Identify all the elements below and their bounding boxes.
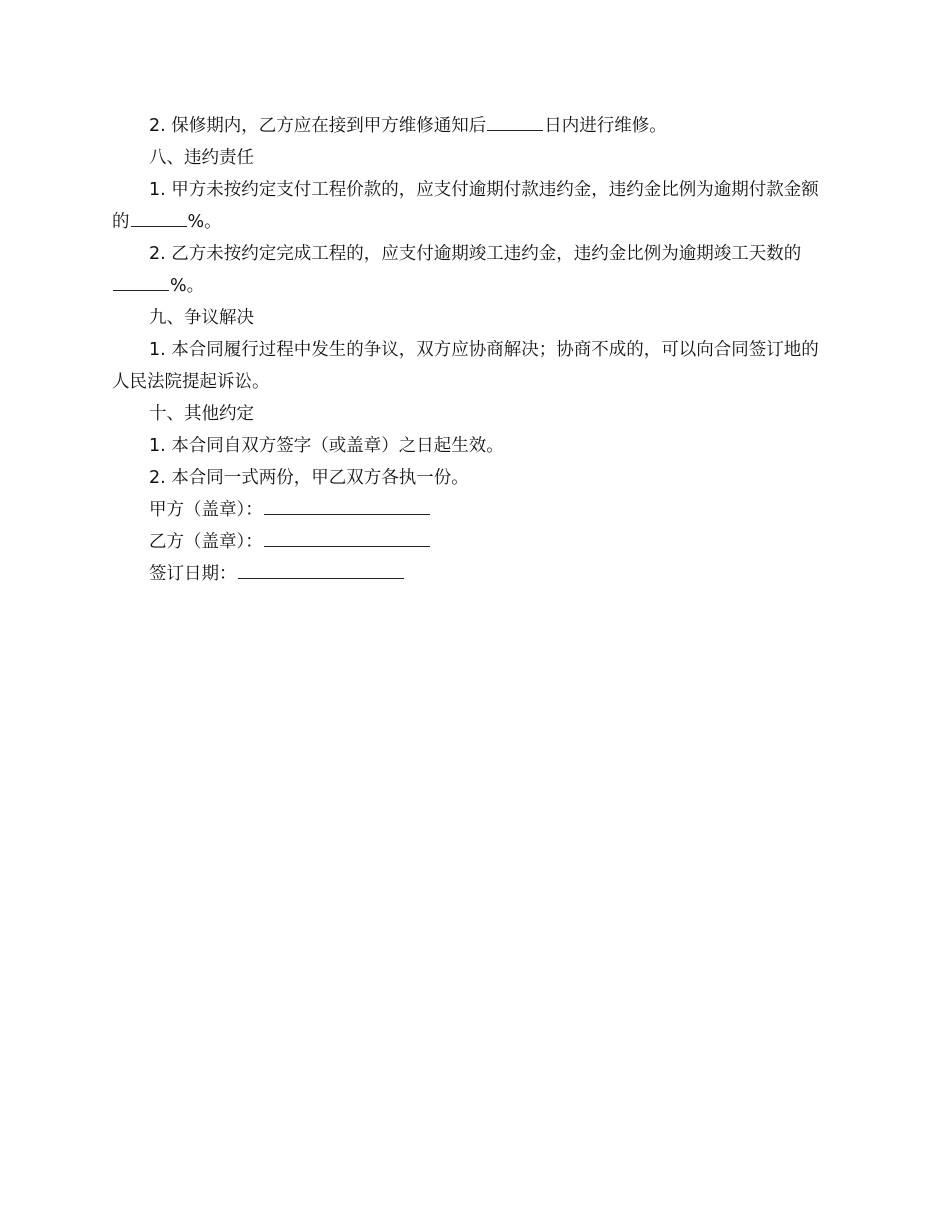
sign-date-label: 签订日期：: [149, 564, 237, 584]
section-10-item-1: 1. 本合同自双方签字（或盖章）之日起生效。: [149, 436, 504, 456]
party-b-signature-blank[interactable]: [264, 526, 430, 547]
sign-date-blank[interactable]: [238, 558, 404, 579]
document-body: [112, 110, 828, 590]
section-8-item-1: [112, 174, 828, 238]
warranty-item-2-text: 2. 保修期内，乙方应在接到甲方维修通知后: [149, 116, 487, 136]
party-b-signature: [112, 526, 828, 558]
days-blank[interactable]: [487, 110, 543, 131]
completion-penalty-blank[interactable]: [113, 270, 169, 291]
warranty-item-2: [112, 110, 828, 142]
section-8-item-2: [112, 238, 828, 302]
section-10-heading: 十、其他约定: [149, 404, 254, 424]
section-8-item-1-text: 1. 甲方未按约定支付工程价款的，应支付逾期付款违约金，违约金比例为逾期付款金额的: [112, 180, 819, 232]
section-9-item-1: 1. 本合同履行过程中发生的争议，双方应协商解决；协商不成的，可以向合同签订地的人民法院提起诉讼。: [112, 340, 819, 392]
section-8-item-2-text: 2. 乙方未按约定完成工程的，应支付逾期竣工违约金，违约金比例为逾期竣工天数的: [149, 244, 802, 264]
section-8-item-1-suffix: %。: [187, 212, 222, 232]
section-9-heading: 九、争议解决: [149, 308, 254, 328]
section-8-item-2-suffix: %。: [170, 276, 205, 296]
party-a-signature: [112, 494, 828, 526]
payment-penalty-blank[interactable]: [131, 206, 187, 227]
section-8-heading: 八、违约责任: [149, 148, 254, 168]
warranty-item-2-suffix: 日内进行维修。: [544, 116, 667, 136]
party-b-label: 乙方（盖章）：: [149, 532, 263, 552]
section-10-item-2: 2. 本合同一式两份，甲乙双方各执一份。: [149, 468, 469, 488]
party-a-label: 甲方（盖章）：: [149, 500, 263, 520]
sign-date: [112, 558, 828, 590]
party-a-signature-blank[interactable]: [264, 494, 430, 515]
